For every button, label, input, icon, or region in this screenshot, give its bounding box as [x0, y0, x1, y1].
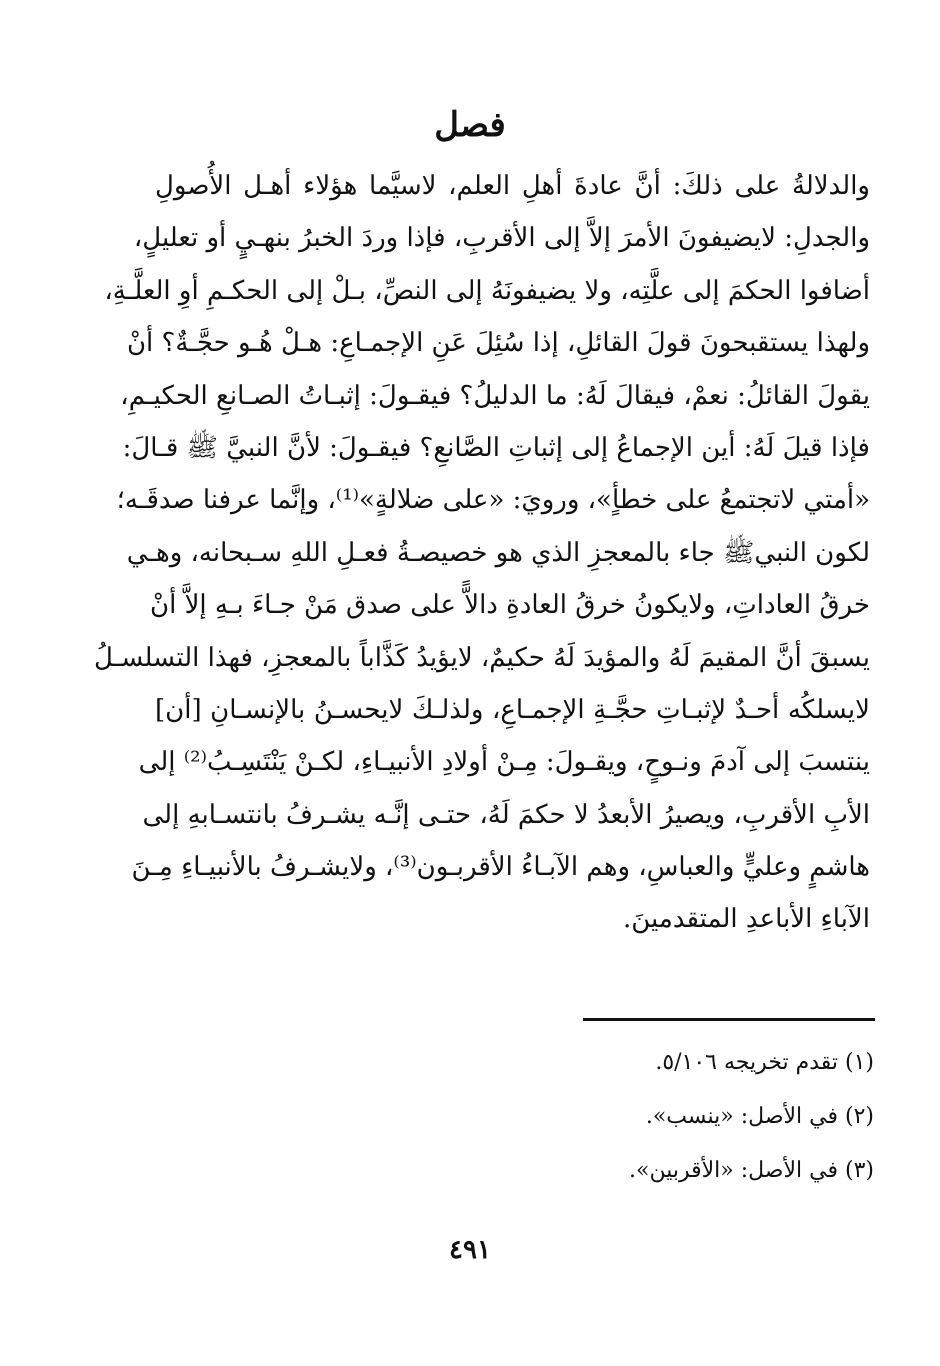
body-line: الأبِ الأقربِ، ويصيرُ الأبعدُ لا حكمَ لَهُ، حتـى إنَّـه يشـرفُ بانتسـابهِ إلى	[142, 799, 870, 830]
body-line: لايسلكُه أحـدٌ لإثبـاتِ حجَّـةِ الإجمـاعِ، ولذلـكَ لايحسـنُ بالإنسـانِ [أن]	[155, 694, 870, 725]
body-line: هاشمٍ وعليٍّ والعباسِ، وهم الآبـاءُ الأقربـون⁽³⁾، ولايشـرفُ بالأنبيـاءِ مِـنَ	[131, 852, 870, 883]
footnote-2: (٢) في الأصل: «ينسب».	[645, 1104, 874, 1129]
body-text	[94, 160, 870, 946]
page-number: ٤٩١	[449, 1235, 491, 1265]
section-heading: فصل	[434, 105, 506, 145]
body-line: ولهذا يستقبحونَ قولَ القائلِ، إذا سُئِلَ عَنِ الإجمـاعِ: هـلْ هُـو حجَّـةٌ؟ أنْ	[126, 328, 870, 359]
footnote-separator	[583, 1018, 875, 1021]
body-line: الآباءِ الأباعدِ المتقدمينَ.	[623, 904, 870, 935]
body-line: «أمتي لاتجتمعُ على خطأٍ»، ورويَ: «على ضلالةٍ»⁽¹⁾، وإنَّما عرفنا صدقَـه؛	[116, 485, 870, 516]
body-line: ينتسبَ إلى آدمَ ونـوحٍ، ويقـولَ: مِـنْ أولادِ الأنبيـاءِ، لكـنْ يَنْتَسِـبُ⁽²⁾ إلى	[138, 747, 870, 778]
footnotes	[400, 1036, 874, 1198]
body-line: خرقُ العاداتِ، ولايكونُ خرقُ العادةِ دالاًّ على صدق مَنْ جـاءَ بـهِ إلاَّ أنْ	[150, 590, 870, 621]
body-line: لكون النبيﷺ جاء بالمعجزِ الذي هو خصيصـةُ فعـلِ اللهِ سـبحانه، وهـي	[126, 537, 870, 568]
body-line: فإذا قيلَ لَهُ: أين الإجماعُ إلى إثباتِ الصَّانعِ؟ فيقـولَ: لأنَّ النبيَّ ﷺ قـالَ:	[122, 432, 870, 463]
footnote-1: (١) تقدم تخريجه ٥/١٠٦.	[655, 1050, 874, 1075]
footnote-3: (٣) في الأصل: «الأقربين».	[629, 1158, 874, 1183]
body-line: والجدلِ: لايضيفونَ الأمرَ إلاَّ إلى الأقربِ، فإذا وردَ الخبرُ بنهـيٍ أو تعليلٍ،	[133, 223, 870, 254]
body-line: أضافوا الحكمَ إلى علَّتِه، ولا يضيفونَهُ إلى النصِّ، بـلْ إلى الحكـمِ أوِ العلَّـةِ،	[104, 275, 870, 306]
body-line: يقولَ القائلُ: نعمْ، فيقالَ لَهُ: ما الدليلُ؟ فيقـولَ: إثبـاتُ الصـانعِ الحكيـمِ،	[120, 380, 870, 411]
body-line: يسبقَ أنَّ المقيمَ لَهُ والمؤيدَ لَهُ حكيمٌ، لايؤيدُ كَذَّاباً بالمعجزِ، فهذا التسلسـلُ	[94, 642, 870, 673]
body-line: والدلالةُ على ذلكَ: أنَّ عادةَ أهلِ العلم، لاسيَّما هؤلاء أهـل الأُصولِ	[155, 171, 870, 201]
